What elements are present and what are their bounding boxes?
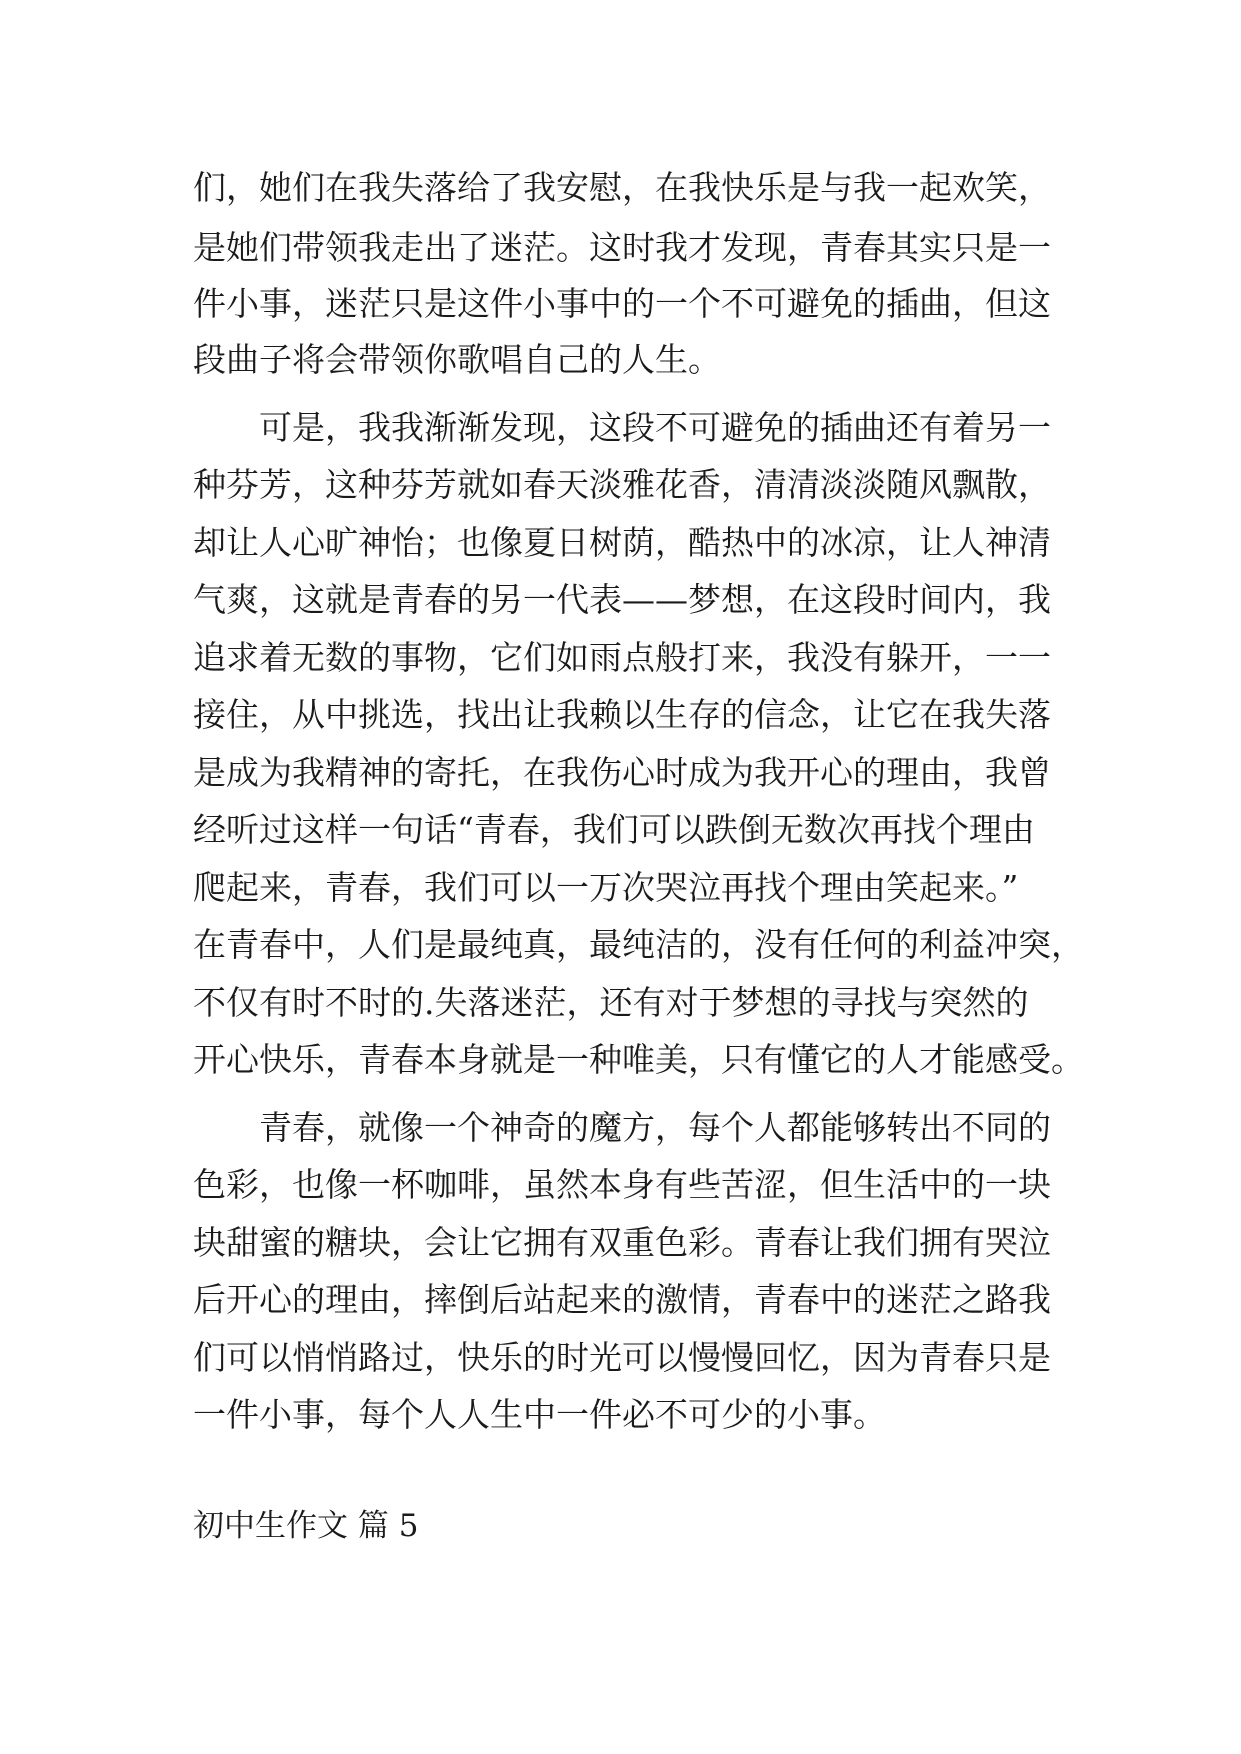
text-line: 色彩，也像一杯咖啡，虽然本身有些苦涩，但生活中的一块 xyxy=(193,1165,1051,1204)
text-line: 们可以悄悄路过，快乐的时光可以慢慢回忆，因为青春只是 xyxy=(193,1338,1051,1377)
text-line: 件小事，迷茫只是这件小事中的一个不可避免的插曲，但这 xyxy=(193,284,1051,323)
section-heading: 初中生作文 篇 5 xyxy=(193,1508,419,1544)
text-line: 种芬芳，这种芬芳就如春天淡雅花香，清清淡淡随风飘散， xyxy=(193,465,1051,504)
text-line: 一件小事，每个人人生中一件必不可少的小事。 xyxy=(193,1395,886,1434)
text-line: 追求着无数的事物，它们如雨点般打来，我没有躲开，一一 xyxy=(193,638,1051,677)
text-line: 爬起来，青春，我们可以一万次哭泣再找个理由笑起来。” xyxy=(193,868,1019,907)
text-line: 接住，从中挑选，找出让我赖以生存的信念，让它在我失落 xyxy=(193,695,1051,734)
text-line: 块甜蜜的糖块，会让它拥有双重色彩。青春让我们拥有哭泣 xyxy=(193,1223,1051,1262)
text-line: 们，她们在我失落给了我安慰，在我快乐是与我一起欢笑， xyxy=(193,168,1051,207)
text-line: 经听过这样一句话“青春，我们可以跌倒无数次再找个理由 xyxy=(193,810,1035,849)
text-line: 却让人心旷神怡；也像夏日树荫，酷热中的冰凉，让人神清 xyxy=(193,523,1051,562)
text-line: 在青春中，人们是最纯真，最纯洁的，没有任何的利益冲突， xyxy=(193,925,1084,964)
paragraph-start-line: 青春，就像一个神奇的魔方，每个人都能够转出不同的 xyxy=(259,1108,1051,1147)
text-line: 是她们带领我走出了迷茫。这时我才发现，青春其实只是一 xyxy=(193,228,1051,267)
text-line: 段曲子将会带领你歌唱自己的人生。 xyxy=(193,340,721,379)
paragraph-start-line: 可是，我我渐渐发现，这段不可避免的插曲还有着另一 xyxy=(259,408,1051,447)
text-line: 气爽，这就是青春的另一代表——梦想，在这段时间内，我 xyxy=(193,580,1051,619)
text-line: 后开心的理由，摔倒后站起来的激情，青春中的迷茫之路我 xyxy=(193,1280,1051,1319)
text-line: 是成为我精神的寄托，在我伤心时成为我开心的理由，我曾 xyxy=(193,753,1051,792)
text-line: 不仅有时不时的.失落迷茫，还有对于梦想的寻找与突然的 xyxy=(193,983,1029,1022)
text-line: 开心快乐，青春本身就是一种唯美，只有懂它的人才能感受。 xyxy=(193,1040,1084,1079)
